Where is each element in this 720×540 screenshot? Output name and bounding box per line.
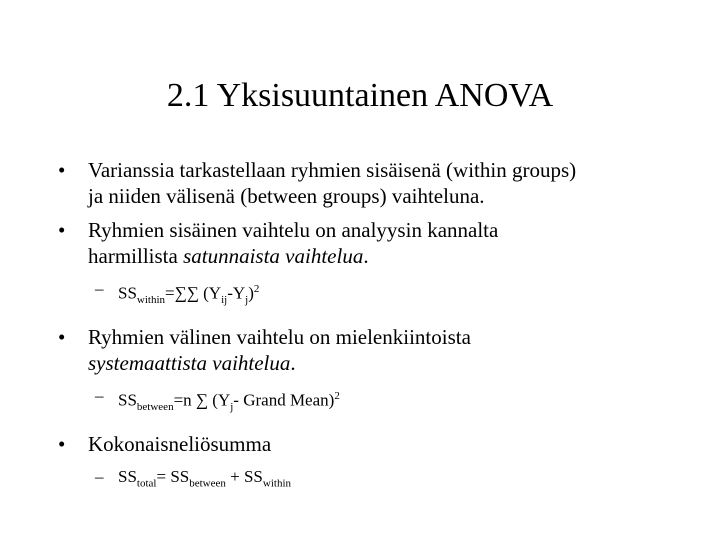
formula-part: =∑∑ (Y — [165, 283, 222, 303]
formula-part: =n ∑ (Y — [173, 390, 231, 410]
sub-bullet-dash: – — [95, 279, 104, 298]
formula-subscript: within — [136, 294, 166, 307]
formula-subscript: j — [230, 401, 234, 414]
text-italic: satunnaista vaihtelua — [183, 244, 364, 268]
bullet-text: Kokonaisneliösumma — [88, 432, 272, 457]
formula-part: - Grand Mean) — [233, 390, 335, 410]
bullet-marker: • — [58, 218, 66, 242]
formula-part: = SS — [156, 467, 190, 487]
bullet-text-line — [88, 350, 698, 376]
bullet-item — [58, 324, 698, 376]
formula-ss-within — [58, 277, 698, 312]
formula-subscript: j — [245, 294, 249, 307]
bullet-text: Ryhmien sisäinen vaihtelu on analyysin kannalta — [88, 218, 499, 242]
formula-superscript: 2 — [334, 390, 340, 403]
bullet-text: Ryhmien välinen vaihtelu on mielenkiintoista — [88, 325, 471, 350]
bullet-marker: • — [58, 325, 66, 350]
sub-bullet-dash: – — [95, 467, 104, 487]
formula-part: SS — [118, 283, 137, 303]
bullet-item — [58, 431, 698, 457]
formula-ss-total — [58, 465, 698, 495]
bullet-item — [58, 157, 698, 209]
formula-ss-between — [58, 384, 698, 419]
formula-subscript: between — [189, 477, 226, 490]
bullet-text-line — [88, 243, 698, 269]
formula-part: SS — [118, 467, 137, 487]
slide-title: 2.1 Yksisuuntainen ANOVA — [166, 77, 554, 114]
text-italic: systemaattista vaihtelua — [88, 351, 291, 376]
formula-part: + SS — [225, 467, 263, 487]
bullet-text: ja niiden välisenä (between groups) vaihteluna. — [88, 184, 485, 208]
formula-subscript: within — [262, 477, 292, 490]
formula-subscript: ij — [221, 294, 228, 307]
bullet-item — [58, 217, 698, 269]
formula-part: -Y — [227, 283, 246, 303]
bullet-marker: • — [58, 432, 66, 457]
formula-superscript: 2 — [253, 283, 260, 295]
formula-part: SS — [118, 390, 137, 410]
sub-bullet-dash: – — [95, 386, 104, 406]
bullet-marker: • — [58, 158, 66, 182]
formula-part: ) — [248, 283, 254, 303]
text-period: . — [290, 351, 296, 376]
slide-body — [58, 157, 698, 507]
formula-subscript: total — [136, 477, 157, 490]
text-period: . — [363, 244, 369, 268]
bullet-text: Varianssia tarkastellaan ryhmien sisäisenä (within groups) — [88, 158, 577, 182]
text-plain: harmillista — [88, 244, 184, 268]
formula-subscript: between — [136, 401, 174, 414]
